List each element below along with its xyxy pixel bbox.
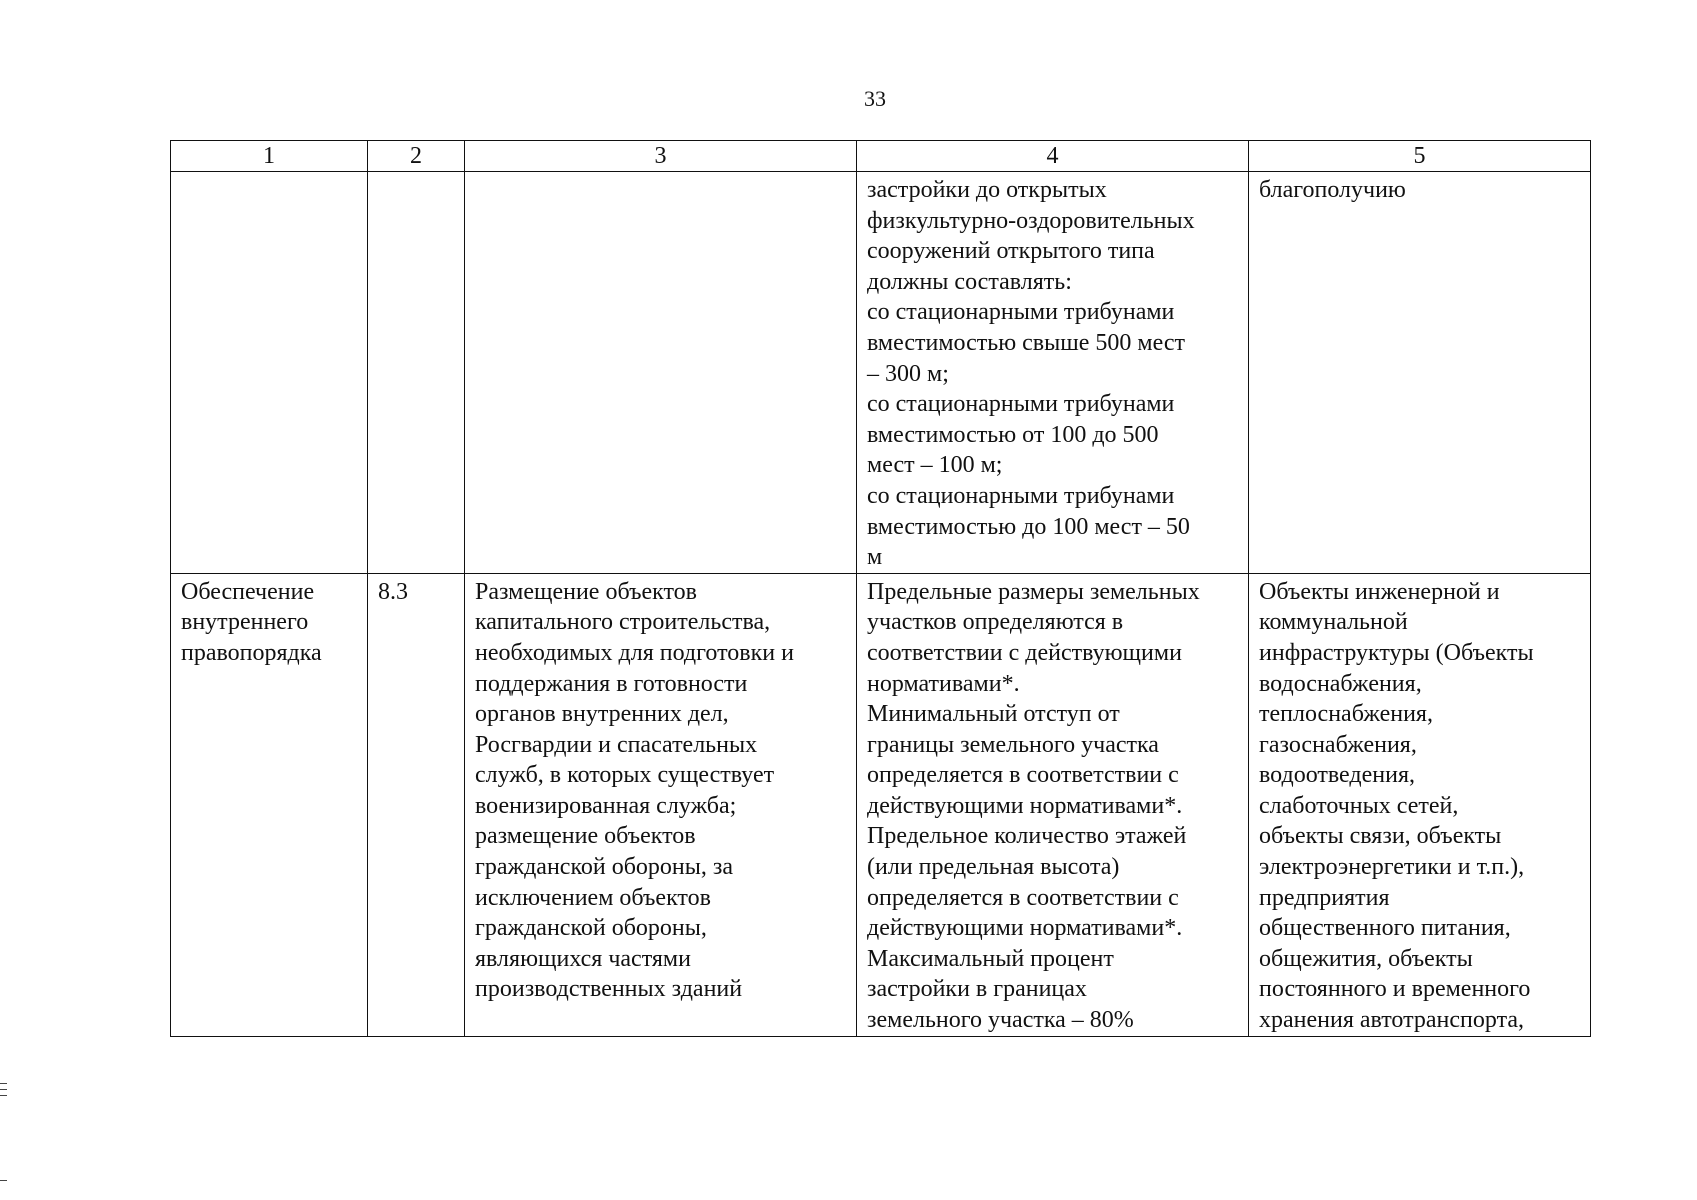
- cell-text-line: благополучию: [1259, 177, 1406, 203]
- margin-mark: [0, 1083, 7, 1084]
- cell-text-line: вместимостью свыше 500 мест: [867, 329, 1185, 356]
- parameters-cell: [857, 573, 1249, 1036]
- cell-text-line: соответствии с действующими: [867, 639, 1182, 666]
- column-header: 1: [171, 141, 368, 172]
- cell-text-line: коммунальной: [1259, 609, 1408, 636]
- cell-text-line: со стационарными трибунами: [867, 391, 1175, 418]
- cell-text-line: Обеспечение: [181, 578, 315, 605]
- cell-text-line: определяется в соответствии с: [867, 884, 1179, 911]
- cell-text-line: размещение объектов: [475, 823, 696, 850]
- page-number: 33: [864, 86, 886, 111]
- cell-text-line: Предельное количество этажей: [867, 823, 1187, 850]
- column-header: 2: [368, 141, 465, 172]
- cell-text-line: общественного питания,: [1259, 915, 1511, 942]
- cell-text-line: водоснабжения,: [1259, 670, 1422, 697]
- cell-text-line: предприятия: [1259, 884, 1390, 911]
- use-name-cell: [171, 573, 368, 1036]
- cell-text-line: гражданской обороны,: [475, 915, 707, 942]
- table-row: [171, 573, 1591, 1036]
- cell-text-line: газоснабжения,: [1259, 731, 1417, 758]
- cell-text-line: земельного участка – 80%: [867, 1007, 1134, 1034]
- cell-text-line: участков определяются в: [867, 609, 1124, 636]
- cell-text-line: Минимальный отступ от: [867, 701, 1120, 728]
- cell-text-line: исключением объектов: [475, 884, 711, 911]
- cell-text-line: теплоснабжения,: [1259, 701, 1433, 728]
- cell-text-line: постоянного и временного: [1259, 976, 1531, 1003]
- cell-text-line: застройки в границах: [867, 976, 1087, 1003]
- cell-text-line: застройки до открытых: [867, 177, 1107, 203]
- cell-text-line: поддержания в готовности: [475, 670, 748, 697]
- use-name-cell: [171, 172, 368, 574]
- margin-mark: [0, 1089, 7, 1090]
- cell-text-line: Росгвардии и спасательных: [475, 731, 758, 758]
- cell-text-line: внутреннего: [181, 609, 309, 636]
- cell-text-line: со стационарными трибунами: [867, 299, 1175, 326]
- cell-text-line: – 300 м;: [867, 360, 949, 387]
- cell-text-line: хранения автотранспорта,: [1259, 1007, 1525, 1034]
- cell-text-line: действующими нормативами*.: [867, 915, 1183, 942]
- cell-text-line: вместимостью до 100 мест – 50: [867, 513, 1190, 540]
- cell-text-line: объекты связи, объекты: [1259, 823, 1502, 850]
- cell-text-line: нормативами*.: [867, 670, 1020, 697]
- regulations-table: [170, 140, 1591, 1037]
- use-description-cell: [465, 172, 857, 574]
- auxiliary-uses-cell: [1249, 172, 1591, 574]
- cell-text-line: Предельные размеры земельных: [867, 578, 1200, 605]
- column-header: 5: [1249, 141, 1591, 172]
- use-description-cell: [465, 573, 857, 1036]
- table-row: [171, 172, 1591, 574]
- table-header-row: [171, 141, 1591, 172]
- margin-mark: [0, 1180, 7, 1181]
- cell-text-line: капитального строительства,: [475, 609, 771, 636]
- cell-text-line: Размещение объектов: [475, 578, 697, 605]
- auxiliary-uses-cell: [1249, 573, 1591, 1036]
- cell-text-line: являющихся частями: [475, 945, 691, 972]
- cell-text-line: вместимостью от 100 до 500: [867, 421, 1159, 448]
- margin-mark: [0, 1095, 7, 1096]
- cell-text-line: производственных зданий: [475, 976, 743, 1003]
- cell-text-line: гражданской обороны, за: [475, 854, 734, 881]
- cell-text-line: м: [867, 544, 883, 571]
- cell-text-line: Максимальный процент: [867, 945, 1114, 972]
- cell-text-line: инфраструктуры (Объекты: [1259, 639, 1534, 666]
- cell-text-line: органов внутренних дел,: [475, 701, 729, 728]
- cell-text-line: водоотведения,: [1259, 762, 1415, 789]
- cell-text-line: электроэнергетики и т.п.),: [1259, 854, 1525, 881]
- cell-text-line: Объекты инженерной и: [1259, 578, 1500, 605]
- cell-text-line: общежития, объекты: [1259, 945, 1473, 972]
- cell-text-line: действующими нормативами*.: [867, 792, 1183, 819]
- cell-text-line: со стационарными трибунами: [867, 482, 1175, 509]
- cell-text-line: 8.3: [378, 578, 408, 605]
- cell-text-line: служб, в которых существует: [475, 762, 775, 789]
- cell-text-line: границы земельного участка: [867, 731, 1159, 758]
- cell-text-line: необходимых для подготовки и: [475, 639, 794, 666]
- use-code-cell: [368, 172, 465, 574]
- cell-text-line: определяется в соответствии с: [867, 762, 1179, 789]
- cell-text-line: мест – 100 м;: [867, 452, 1003, 479]
- use-code-cell: [368, 573, 465, 1036]
- cell-text-line: военизированная служба;: [475, 792, 737, 819]
- cell-text-line: сооружений открытого типа: [867, 238, 1155, 265]
- column-header: 4: [857, 141, 1249, 172]
- cell-text-line: правопорядка: [181, 639, 322, 666]
- column-header: 3: [465, 141, 857, 172]
- cell-text-line: физкультурно-оздоровительных: [867, 207, 1195, 234]
- parameters-cell: [857, 172, 1249, 574]
- cell-text-line: должны составлять:: [867, 268, 1072, 295]
- cell-text-line: (или предельная высота): [867, 854, 1120, 881]
- cell-text-line: слаботочных сетей,: [1259, 792, 1459, 819]
